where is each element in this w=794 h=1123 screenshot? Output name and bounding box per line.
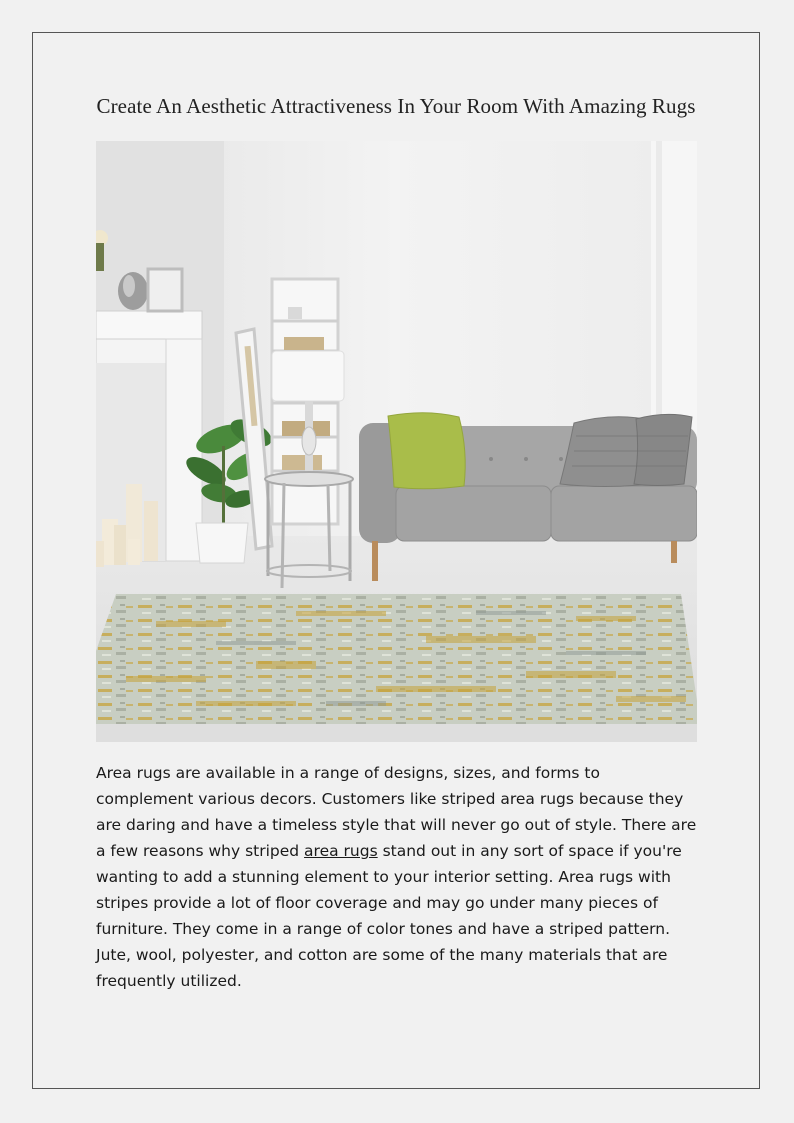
area-rugs-link[interactable]: area rugs (304, 842, 378, 860)
paragraph-text-start: Area rugs are available in a range of designs, sizes, and forms to complement various decors. Customers like striped area rugs because they are daring and have a timeless style that will never go out of style. There are a few reasons why striped (96, 764, 697, 860)
paragraph-text-end: stand out in any sort of space if you're wanting to add a stunning element to your interior setting. Area rugs with stripes provide a lot of floor coverage and may go under many pieces of furniture. They come in a range of color tones and have a striped pattern. Jute, wool, polyester, and cotton are some of the many materials that are frequently utilized. (96, 842, 682, 990)
document-title: Create An Aesthetic Attractiveness In Your Room With Amazing Rugs (96, 94, 696, 118)
living-room-photo (96, 141, 697, 742)
body-paragraph (96, 760, 702, 994)
